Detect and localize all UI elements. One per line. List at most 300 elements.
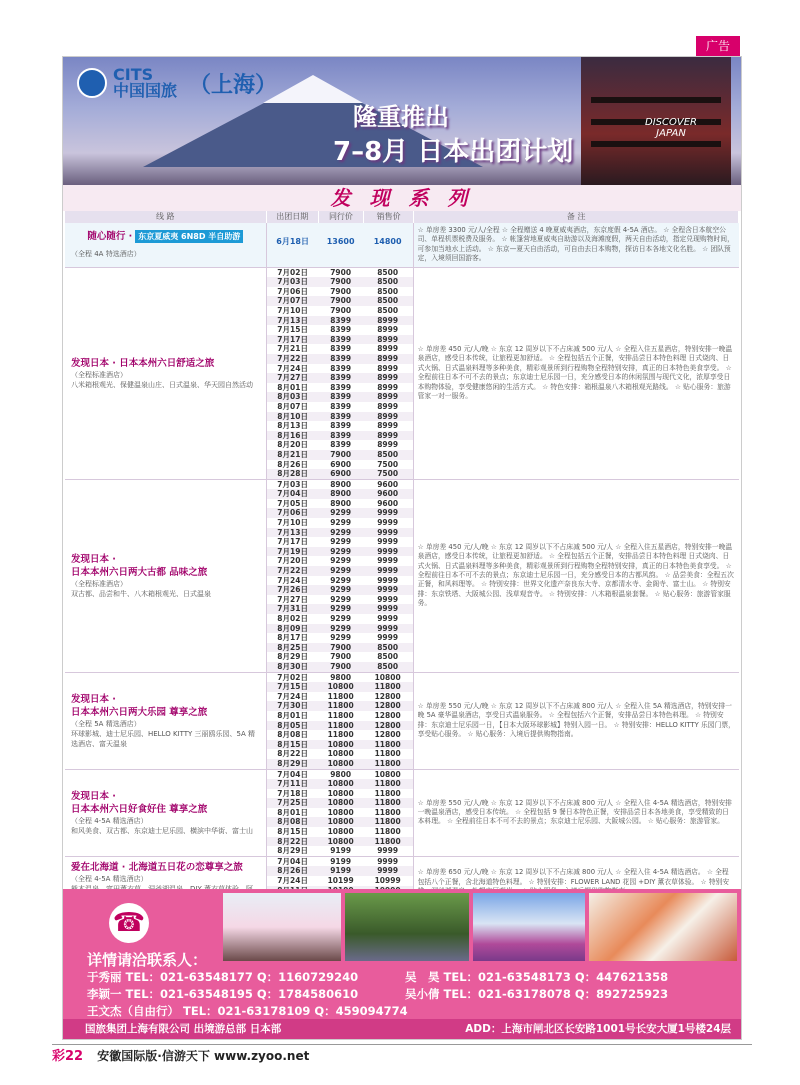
trade-price-cell: 10800 [327, 682, 354, 692]
contact-entry: 吴小倩 TEL：021-63178078 Q：892725923 [405, 987, 669, 1001]
date-price-rows [267, 673, 414, 769]
table-row [267, 692, 413, 702]
date-cell: 7月11日 [277, 779, 308, 789]
route-subtitle: （全程 4-5A 精选酒店） [71, 874, 148, 883]
table-row [267, 528, 413, 538]
trade-price-cell: 10800 [327, 758, 354, 768]
sale-price-cell: 9999 [377, 614, 399, 623]
sale-price-cell: 9999 [377, 866, 399, 876]
sale-price-cell: 12800 [374, 730, 401, 740]
date-cell: 8月26日 [277, 459, 308, 469]
sale-price-cell: 11800 [374, 682, 401, 692]
route-subtitle: （全程标准酒店） [71, 370, 127, 379]
table-row [267, 566, 413, 576]
trade-price-cell: 11800 [327, 701, 354, 711]
table-row [267, 402, 413, 412]
contact-entry: 于秀丽 TEL：021-63548177 Q：1160729240 [87, 970, 359, 984]
sale-price-cell: 9999 [377, 508, 399, 518]
table-row [267, 866, 413, 876]
date-cell: 7月20日 [277, 556, 308, 566]
sale-price-cell: 12800 [374, 701, 401, 711]
sale-price-cell: 9999 [377, 575, 399, 585]
company-name: 国旅集团上海有限公司 出境游总部 日本部 [85, 1023, 282, 1035]
date-cell: 8月28日 [277, 469, 308, 479]
table-row [267, 827, 413, 837]
table-row [267, 604, 413, 614]
sale-price-cell: 8500 [377, 642, 399, 652]
date-cell: 7月24日 [277, 691, 308, 701]
table-row [267, 383, 413, 393]
table-row [267, 306, 413, 316]
table-row [267, 296, 413, 306]
table-row [267, 789, 413, 799]
sale-price-cell: 8500 [377, 267, 399, 277]
date-cell: 7月22日 [277, 566, 308, 576]
trade-price-cell: 9299 [330, 623, 352, 633]
date-cell: 6月18日 [276, 237, 309, 246]
sale-price-cell: 9999 [377, 846, 399, 856]
trade-price-cell: 9299 [330, 518, 352, 528]
table-row [267, 673, 413, 683]
trade-price-cell: 9299 [330, 594, 352, 604]
table-row [267, 808, 413, 818]
date-cell: 7月10日 [277, 306, 308, 315]
date-cell: 7月03日 [277, 479, 308, 489]
sale-price-cell: 9999 [377, 623, 399, 633]
date-cell: 8月13日 [277, 421, 308, 431]
contact-list [87, 969, 727, 1020]
sale-price-cell: 10999 [374, 876, 401, 886]
tour-section [65, 223, 739, 268]
sale-price-cell: 8999 [377, 401, 399, 411]
trade-price-cell: 8399 [330, 411, 352, 421]
trade-price-cell: 6900 [330, 469, 352, 479]
date-cell: 7月10日 [277, 518, 308, 528]
trade-price-cell: 10800 [327, 836, 354, 846]
date-cell: 7月04日 [277, 856, 308, 866]
tour-section [65, 673, 739, 770]
header-route: 线 路 [65, 211, 267, 223]
sale-price-cell: 8999 [377, 325, 399, 335]
date-cell: 7月04日 [277, 769, 308, 779]
kimono-photo [345, 893, 469, 961]
contact-row [87, 1003, 727, 1020]
sale-price-cell: 11800 [374, 779, 401, 789]
sale-price-cell: 8500 [377, 661, 399, 671]
table-row [267, 508, 413, 518]
date-cell: 8月15日 [277, 739, 308, 749]
page-footer [52, 1044, 752, 1067]
date-cell: 7月03日 [277, 277, 308, 287]
table-row [267, 537, 413, 547]
trade-price-cell: 8399 [330, 440, 352, 450]
table-row [267, 633, 413, 643]
sale-price-cell: 7500 [377, 459, 399, 469]
date-cell: 8月30日 [277, 661, 308, 671]
date-cell: 7月25日 [277, 798, 308, 808]
table-row [267, 223, 413, 261]
date-cell: 7月27日 [277, 373, 308, 383]
date-cell: 8月29日 [277, 846, 308, 856]
trade-price-cell: 8399 [330, 401, 352, 411]
table-row [267, 876, 413, 886]
publication-name: 安徽国际版·信游天下 www.zyoo.net [97, 1049, 310, 1063]
sale-price-cell: 11800 [374, 817, 401, 827]
trade-price-cell: 8399 [330, 392, 352, 402]
date-cell: 8月15日 [277, 827, 308, 837]
trade-price-cell: 9299 [330, 604, 352, 614]
date-cell: 7月21日 [277, 344, 308, 354]
sale-price-cell: 7500 [377, 469, 399, 479]
date-cell: 7月24日 [277, 876, 308, 886]
trade-price-cell: 7900 [330, 652, 352, 662]
table-row [267, 392, 413, 402]
route-cell [65, 268, 267, 479]
date-cell: 8月20日 [277, 440, 308, 450]
sale-price-cell: 9600 [377, 498, 399, 508]
sale-price-cell: 11800 [374, 836, 401, 846]
date-cell: 8月08日 [277, 730, 308, 740]
table-row [267, 682, 413, 692]
table-row [267, 373, 413, 383]
trade-price-cell: 7900 [330, 306, 352, 315]
table-row [267, 499, 413, 509]
table-row [267, 770, 413, 780]
header-date: 出团日期 [267, 211, 320, 223]
sale-price-cell: 9999 [377, 604, 399, 614]
table-row [267, 857, 413, 867]
date-cell: 7月15日 [277, 682, 308, 692]
trade-price-cell: 8399 [330, 421, 352, 431]
trade-price-cell: 7900 [330, 296, 352, 306]
table-row [267, 547, 413, 557]
tour-section [65, 770, 739, 857]
trade-price-cell: 9800 [330, 769, 352, 779]
date-cell: 7月07日 [277, 296, 308, 306]
table-row [267, 721, 413, 731]
trade-price-cell: 9299 [330, 508, 352, 518]
date-price-rows [267, 770, 414, 856]
trade-price-cell: 11800 [327, 720, 354, 730]
trade-price-cell: 9299 [330, 537, 352, 547]
fuji-flowers-photo [473, 893, 585, 961]
date-cell: 8月29日 [277, 652, 308, 662]
notes-cell: ☆ 单房差 450 元/人/晚 ☆ 东京 12 周岁以下不占床减 500 元/人 ☆ 全程入住五星酒店，特别安排一晚温泉酒店，感受日本传统，让旅程更加舒适。 ☆ 全程包括五个正餐，安排品尝日本特色料理 日式烧肉、日式火锅、日式温泉料理等多种美食，精彩观景所到行程购物全程特别安排，真正的日本特色美食享受。 ☆ 全程前往日本不可不去的景点；东京迪士尼乐园一日，充分感受日本的古都风韵。 ☆ 品尝美食：全程五次正餐，和风料理等。 ☆ 特别安排：世界文化遗产奈良东大寺、京都清水寺、金阁寺、富士山。 ☆ 特别安排：东京铁塔、大阪城公园、浅草观音寺。 ☆ 特别安排：八木箱根温泉套餐。 ☆ 贴心服务：旅游管家服务。 [417, 542, 734, 608]
table-row [267, 711, 413, 721]
route-highlights: 和风美食、双古都、东京迪士尼乐园、横滨中华街、富士山 [71, 826, 253, 835]
table-row [267, 576, 413, 586]
headline-1: 隆重推出 [353, 103, 449, 131]
table-row [267, 469, 413, 479]
trade-price-cell: 10800 [327, 739, 354, 749]
sale-price-cell: 9999 [377, 518, 399, 528]
contact-row [87, 969, 727, 986]
route-title: 爱在北海道 · 北海道五日花の恋尊享之旅 [71, 861, 243, 873]
sale-price-cell: 12800 [374, 720, 401, 730]
table-row [267, 585, 413, 595]
trade-price-cell: 9299 [330, 585, 352, 595]
date-cell: 7月13日 [277, 527, 308, 537]
header-notes: 备 注 [414, 211, 739, 223]
sale-price-cell: 8500 [377, 286, 399, 296]
notes-cell: ☆ 单房差 550 元/人/晚 ☆ 东京 12 周岁以下不占床减 800 元/人 ☆ 全程入住 5A 精选酒店，特别安排一晚 5A 豪华温泉酒店，享受日式温泉服务。 ☆ 全程包括六个正餐，安排品尝日本特色料理。 ☆ 特别安排：东京迪士尼乐园一日，【日本大阪环球影城】特别入园一日。 ☆ 特别安排：HELLO KITTY 乐园门票，享受贴心服务。 ☆ 贴心服务：入境后提供购物指南。 [417, 701, 735, 738]
table-row [267, 354, 413, 364]
sale-price-cell: 8500 [377, 652, 399, 662]
sushi-photo [589, 893, 737, 961]
trade-price-cell: 8399 [330, 373, 352, 383]
sale-price-cell: 9999 [377, 556, 399, 566]
date-cell: 8月07日 [277, 401, 308, 411]
trade-price-cell: 10800 [327, 798, 354, 808]
route-subtitle: （全程 5A 精选酒店） [71, 719, 141, 728]
trade-price-cell: 9800 [330, 672, 352, 682]
trade-price-cell: 9199 [330, 866, 352, 876]
table-row [267, 556, 413, 566]
sale-price-cell: 9999 [377, 546, 399, 556]
sale-price-cell: 11800 [374, 739, 401, 749]
date-cell: 8月01日 [277, 807, 308, 817]
table-row [267, 614, 413, 624]
sale-price-cell: 9999 [377, 566, 399, 576]
notes-cell: ☆ 单房差 450 元/人/晚 ☆ 东京 12 周岁以下不占床减 500 元/人 ☆ 全程入住五星酒店，特别安排一晚温泉酒店，感受日本传统，让旅程更加舒适。 ☆ 全程包括五个正餐，安排品尝日本特色料理 日式烧肉、日式火锅、日式温泉料理等多种美食，精彩观景所到行程购物全程特别安排，真正的日本特色美食享受。 ☆ 全程前往日本不可不去的景点；东京迪士尼乐园一日，充分感受日本的休闲氛围与现代文化，浓厚享受日本购物体验，享受健康悠闲的生活方式。 ☆ 特色安排：箱根温泉八木箱根观光路线。 ☆ 贴心服务：旅游管家一对一服务。 [417, 344, 733, 400]
table-row [267, 344, 413, 354]
sale-price-cell: 8999 [377, 382, 399, 392]
trade-price-cell: 9299 [330, 575, 352, 585]
table-row [267, 730, 413, 740]
table-row [267, 325, 413, 335]
trade-price-cell: 7900 [330, 661, 352, 671]
table-row [267, 837, 413, 847]
route-title: 随心随行 · [87, 231, 133, 243]
route-highlights: 双古都、品尝和牛、八木箱根观光、日式温泉 [71, 589, 211, 598]
table-row [267, 440, 413, 450]
trade-price-cell: 10800 [327, 817, 354, 827]
trade-price-cell: 8399 [330, 363, 352, 373]
company-address: ADD：上海市闸北区长安路1001号长安大厦1号楼24层 [465, 1023, 731, 1035]
table-row [267, 316, 413, 326]
table-row [267, 798, 413, 808]
trade-price-cell: 9299 [330, 633, 352, 643]
trade-price-cell: 8399 [330, 430, 352, 440]
phone-icon: ☎ [109, 903, 149, 943]
logo-cn: 中国国旅 [113, 81, 178, 100]
date-cell: 7月02日 [277, 267, 308, 277]
trade-price-cell: 7900 [330, 267, 352, 277]
notes-cell: ☆ 单房差 650 元/人/晚 ☆ 东京 12 周岁以下不占床减 800 元/人 ☆ 全程入住 4-5A 精选酒店。 ☆ 全程包括八个正餐，含北海道特色料理。 ☆ 特别安排：FLOWER LAND 花园 +DIY 薰衣草体验。 ☆ 特别安 [417, 868, 730, 886]
sale-price-cell: 11800 [374, 807, 401, 817]
sale-price-cell: 9999 [377, 527, 399, 537]
table-row [267, 749, 413, 759]
route-title: 发现日本 · [71, 790, 116, 802]
table-row [267, 662, 413, 672]
date-cell: 8月22日 [277, 836, 308, 846]
route-highlights: 八米箱根观光、保健温泉山庄、日式温泉、华天园自然活动 [71, 380, 253, 389]
contact-entry: 王文杰（自由行） TEL：021-63178109 Q：459094774 [87, 1004, 408, 1018]
trade-price-cell: 8399 [330, 315, 352, 325]
sale-price-cell: 8999 [377, 363, 399, 373]
date-cell: 7月02日 [277, 672, 308, 682]
table-row [267, 287, 413, 297]
sale-price-cell: 10800 [374, 769, 401, 779]
table-row [267, 335, 413, 345]
date-cell: 7月31日 [277, 604, 308, 614]
table-row [267, 595, 413, 605]
sale-price-cell: 9999 [377, 633, 399, 643]
contact-entry: 吴 昊 TEL：021-63548173 Q：447621358 [405, 970, 669, 984]
date-cell: 8月25日 [277, 642, 308, 652]
table-row [267, 624, 413, 634]
table-row [267, 779, 413, 789]
sale-price-cell: 11800 [374, 788, 401, 798]
sale-price-cell: 8999 [377, 421, 399, 431]
date-cell: 8月05日 [277, 720, 308, 730]
sale-price-cell: 8999 [377, 334, 399, 344]
date-cell: 8月09日 [277, 623, 308, 633]
trade-price-cell: 10800 [327, 788, 354, 798]
route-title: 发现日本 · [71, 693, 116, 705]
date-cell: 7月26日 [277, 585, 308, 595]
trade-price-cell: 11800 [327, 730, 354, 740]
sale-price-cell: 9600 [377, 479, 399, 489]
trade-price-cell: 6900 [330, 459, 352, 469]
trade-price-cell: 8900 [330, 498, 352, 508]
trade-price-cell: 8900 [330, 489, 352, 499]
trade-price-cell: 8399 [330, 334, 352, 344]
route-title-2: 日本本州六日两大古都 品味之旅 [71, 566, 208, 578]
table-row [267, 277, 413, 287]
sale-price-cell: 8500 [377, 306, 399, 315]
table-row [267, 480, 413, 490]
route-title: 发现日本 · 日本本州六日舒适之旅 [71, 357, 215, 369]
tour-section [65, 268, 739, 480]
date-cell: 7月13日 [277, 315, 308, 325]
trade-price-cell: 10800 [327, 749, 354, 759]
table-row [267, 489, 413, 499]
sale-price-cell: 8999 [377, 315, 399, 325]
date-cell: 7月05日 [277, 498, 308, 508]
route-title-2: 日本本州六日两大乐园 尊享之旅 [71, 706, 208, 718]
header-trade-price: 同行价 [319, 211, 364, 223]
snow-cap-icon [263, 75, 363, 103]
table-row [267, 431, 413, 441]
sale-price-cell: 8999 [377, 440, 399, 450]
date-cell: 7月27日 [277, 594, 308, 604]
date-cell: 7月17日 [277, 334, 308, 344]
trade-price-cell: 11800 [327, 710, 354, 720]
route-cell [65, 223, 267, 267]
date-cell: 8月16日 [277, 430, 308, 440]
trade-price-cell: 8399 [330, 344, 352, 354]
date-cell: 8月01日 [277, 382, 308, 392]
discover-japan-text: DISCOVER JAPAN [645, 117, 697, 139]
route-title: 发现日本 · [71, 553, 116, 565]
trade-price-cell: 7900 [330, 277, 352, 287]
date-cell: 8月02日 [277, 614, 308, 623]
date-cell: 7月04日 [277, 489, 308, 499]
trade-price-cell: 8399 [330, 353, 352, 363]
series-title: 发 现 系 列 [63, 185, 741, 211]
date-cell: 8月22日 [277, 749, 308, 759]
route-title-2: 日本本州六日好食好住 尊享之旅 [71, 803, 208, 815]
trade-price-cell: 9299 [330, 527, 352, 537]
sale-price-cell: 9999 [377, 856, 399, 866]
sale-price-cell: 8999 [377, 353, 399, 363]
page-number: 彩22 [52, 1049, 84, 1064]
contact-label: 详情请洽联系人： [87, 951, 208, 969]
table-row [267, 740, 413, 750]
table-row [267, 364, 413, 374]
table-row [267, 460, 413, 470]
trade-price-cell: 7900 [330, 449, 352, 459]
table-row [267, 759, 413, 769]
sale-price-cell: 8500 [377, 277, 399, 287]
sale-price-cell: 8500 [377, 449, 399, 459]
sale-price-cell: 14800 [373, 237, 402, 246]
contact-row [87, 986, 727, 1003]
trade-price-cell: 9299 [330, 614, 352, 623]
sale-price-cell: 11800 [374, 749, 401, 759]
trade-price-cell: 9299 [330, 566, 352, 576]
trade-price-cell: 8399 [330, 382, 352, 392]
date-cell: 8月21日 [277, 449, 308, 459]
trade-price-cell: 10199 [327, 876, 354, 886]
sale-price-cell: 8999 [377, 430, 399, 440]
table-row [267, 817, 413, 827]
route-cell [65, 480, 267, 672]
route-cell [65, 770, 267, 856]
sale-price-cell: 8999 [377, 392, 399, 402]
trade-price-cell: 9199 [330, 846, 352, 856]
logo-city: （上海） [189, 72, 278, 98]
date-cell: 7月06日 [277, 508, 308, 518]
route-badge: 东京夏威夷 6N8D 半自助游 [135, 230, 243, 243]
table-header [65, 211, 739, 223]
logo-en: CITS [113, 65, 154, 84]
sale-price-cell: 12800 [374, 691, 401, 701]
header-sale-price: 销售价 [364, 211, 415, 223]
date-cell: 8月01日 [277, 710, 308, 720]
contact-panel [63, 889, 741, 1039]
date-cell: 8月26日 [277, 866, 308, 876]
sale-price-cell: 11800 [374, 827, 401, 837]
trade-price-cell: 13600 [326, 237, 355, 246]
headline-2: 7–8月 日本出团计划 [333, 137, 574, 167]
sale-price-cell: 8999 [377, 411, 399, 421]
route-cell [65, 673, 267, 769]
globe-icon [77, 68, 107, 98]
date-cell: 7月22日 [277, 353, 308, 363]
table-row [267, 450, 413, 460]
date-cell: 8月17日 [277, 633, 308, 643]
ad-tag: 广告 [696, 36, 740, 56]
trade-price-cell: 9299 [330, 556, 352, 566]
sale-price-cell: 12800 [374, 710, 401, 720]
trade-price-cell: 10800 [327, 807, 354, 817]
tour-table [65, 211, 739, 909]
cits-logo [77, 67, 277, 99]
route-subtitle: （全程 4-5A 精选酒店） [71, 816, 148, 825]
route-subtitle: （全程标准酒店） [71, 579, 127, 588]
header-banner [63, 57, 741, 185]
table-row [267, 643, 413, 653]
trade-price-cell: 8399 [330, 325, 352, 335]
date-cell: 7月24日 [277, 575, 308, 585]
trade-price-cell: 10800 [327, 779, 354, 789]
table-row [267, 846, 413, 856]
date-cell: 8月03日 [277, 392, 308, 402]
sale-price-cell: 8999 [377, 344, 399, 354]
date-price-rows [267, 223, 414, 267]
